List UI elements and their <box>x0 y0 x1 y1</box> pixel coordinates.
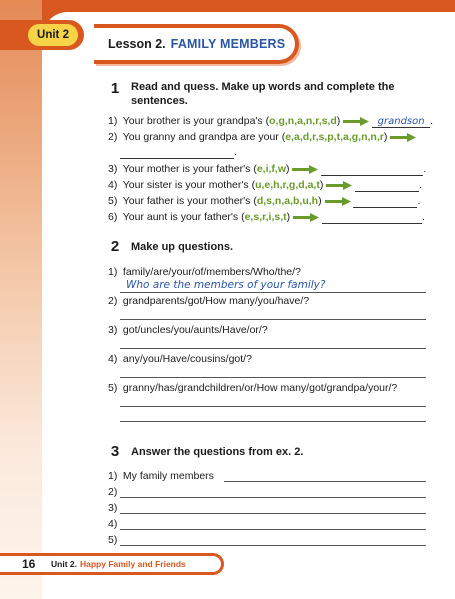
exercise-1-title-line1: Read and quess. Make up words and complete the <box>131 81 395 93</box>
exercise-2-number: 2 <box>104 236 126 258</box>
footer-unit-title: Unit 2. Happy Family and Friends <box>51 559 186 569</box>
exercise-3-number: 3 <box>104 441 126 463</box>
exercise-1-item-2-answer: . <box>120 145 237 159</box>
answer-line-2[interactable] <box>120 319 426 320</box>
exercise-1-item-4: 4) Your sister is your mother's (u,e,h,r,g,d,a,t) . <box>108 179 423 191</box>
answer-field-4[interactable] <box>355 180 419 192</box>
answer-line-3[interactable] <box>120 348 426 349</box>
exercise-3-item-1: 1) My family members <box>108 470 214 482</box>
exercise-2-title: Make up questions. <box>131 241 234 253</box>
lesson-number: Lesson 2. <box>108 37 166 51</box>
exercise-1-item-2: 2) You granny and grandpa are your (e,a,d,r,s,p,t,a,g,n,n,r) <box>108 130 416 144</box>
page-number: 16 <box>22 557 36 571</box>
answer-line-5b[interactable] <box>120 421 426 422</box>
exercise-3-title: Answer the questions from ex. 2. <box>131 446 304 458</box>
exercise-3-item-2: 2) <box>108 486 118 498</box>
exercise-1-item-5: 5) Your father is your mother's (d,s,n,a,b,u,h) . <box>108 195 421 207</box>
left-gradient-band <box>0 0 42 599</box>
scrambled-letters: e,a,d,r,s,p,t,a,g,n,n,r <box>285 131 384 143</box>
scrambled-letters: o,g,n,a,n,r,s,d <box>269 115 337 127</box>
answer-field-6[interactable] <box>322 212 422 224</box>
exercise-1-number: 1 <box>104 78 126 100</box>
exercise-2-answer-1[interactable]: Who are the members of your family? <box>126 279 326 291</box>
scrambled-letters: d,s,n,a,b,u,h <box>256 195 319 207</box>
exercise-3-item-5: 5) <box>108 534 118 546</box>
answer-line-ex3-3[interactable] <box>120 513 426 514</box>
scrambled-letters: e,s,r,i,s,t <box>244 211 287 223</box>
unit-badge: Unit 2 <box>28 24 78 46</box>
scrambled-letters: u,e,h,r,g,d,a,t <box>255 179 320 191</box>
exercise-3-item-3: 3) <box>108 502 118 514</box>
answer-line-4[interactable] <box>120 377 426 378</box>
lesson-topic: FAMILY MEMBERS <box>170 37 286 51</box>
exercise-2-item-3: 3) got/uncles/you/aunts/Have/or/? <box>108 324 268 336</box>
exercise-3-item-4: 4) <box>108 518 118 530</box>
answer-line-5a[interactable] <box>120 406 426 407</box>
exercise-1-item-6: 6) Your aunt is your father's (e,s,r,i,s,t) . <box>108 211 425 223</box>
answer-line-ex3-1[interactable] <box>224 481 426 482</box>
arrow-icon <box>326 181 352 190</box>
answer-line-ex3-5[interactable] <box>120 545 426 546</box>
arrow-icon <box>292 165 318 174</box>
exercise-2-item-4: 4) any/you/Have/cousins/got/? <box>108 353 252 365</box>
answer-field-5[interactable] <box>353 196 417 208</box>
exercise-2-item-2: 2) grandparents/got/How many/you/have/? <box>108 295 310 307</box>
exercise-1-item-1: 1) Your brother is your grandpa's (o,g,n,a,n,r,s,d) grandson . <box>108 115 434 127</box>
exercise-2-item-5: 5) granny/has/grandchildren/or/How many/got/grandpa/your/? <box>108 382 398 394</box>
answer-field-1[interactable]: grandson <box>372 116 430 128</box>
exercise-1-title-line2: sentences. <box>131 95 188 107</box>
exercise-2-item-1: 1) family/are/your/of/members/Who/the/? <box>108 266 301 278</box>
answer-field-2[interactable] <box>120 147 234 159</box>
arrow-icon <box>343 117 369 126</box>
arrow-icon <box>293 213 319 222</box>
exercise-1-item-3: 3) Your mother is your father's (e,i,f,w) . <box>108 163 427 175</box>
answer-line <box>120 292 426 293</box>
lesson-title <box>108 35 285 53</box>
arrow-icon <box>390 133 416 142</box>
answer-field-3[interactable] <box>321 164 423 176</box>
answer-line-ex3-2[interactable] <box>120 497 426 498</box>
arrow-icon <box>325 197 351 206</box>
answer-line-ex3-4[interactable] <box>120 529 426 530</box>
scrambled-letters: e,i,f,w <box>256 163 287 175</box>
